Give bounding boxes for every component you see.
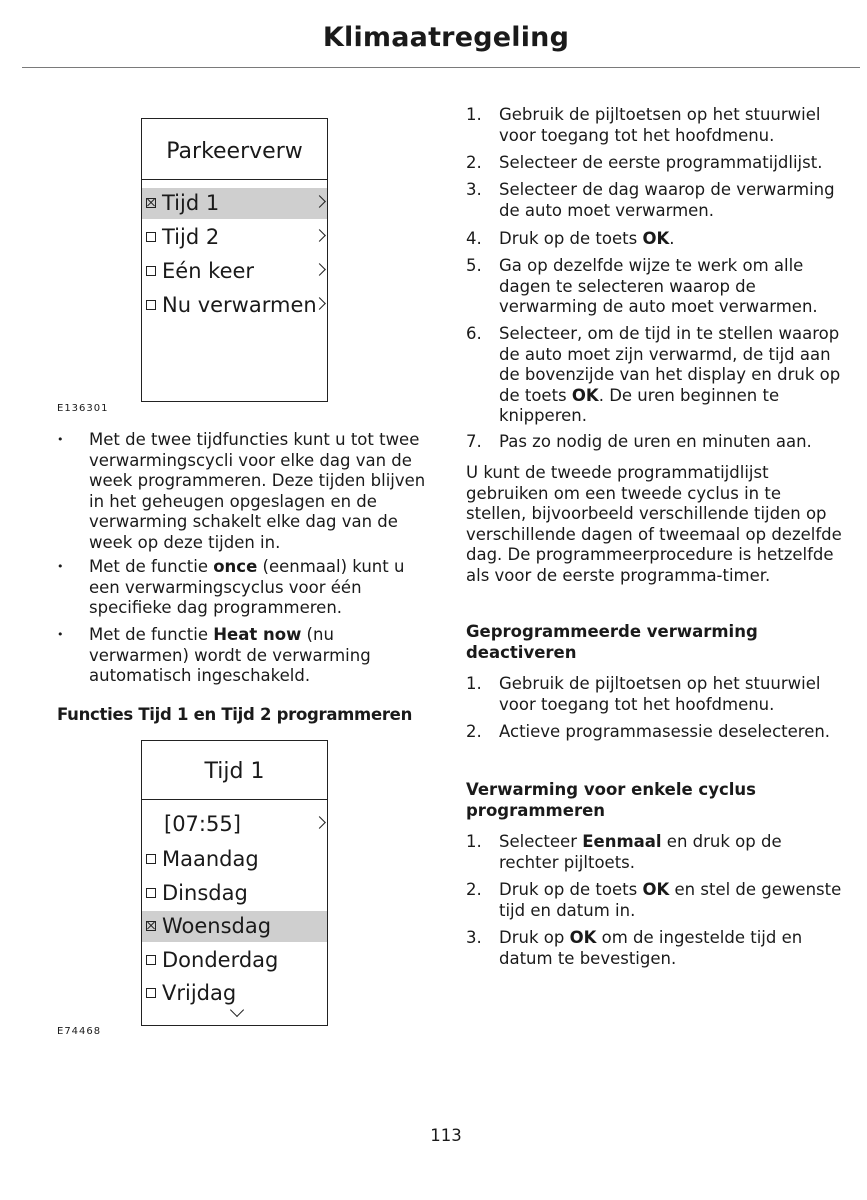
checked-box-icon bbox=[146, 921, 156, 931]
menu-row bbox=[142, 911, 327, 942]
text-segment: Druk op bbox=[499, 928, 570, 947]
checkbox-icon bbox=[146, 266, 156, 276]
step-number: 3. bbox=[466, 928, 482, 947]
time-value: [07:55] bbox=[164, 812, 241, 836]
title-divider bbox=[22, 67, 860, 68]
step-number: 1. bbox=[466, 674, 482, 693]
text-segment: Selecteer de dag waarop de verwarming de auto moet verwarmen. bbox=[499, 180, 835, 220]
text-segment: om de ingestelde tijd en datum te bevestigen. bbox=[499, 928, 803, 968]
text-segment: Gebruik de pijltoetsen op het stuurwiel voor toegang tot het hoofdmenu. bbox=[499, 105, 821, 145]
checked-box-icon bbox=[146, 198, 156, 208]
step-text bbox=[499, 832, 844, 873]
section-heading-single: Verwarming voor enkele cyclus programmeren bbox=[466, 780, 756, 820]
step-text bbox=[499, 880, 844, 921]
paragraph-second-timer: U kunt de tweede programmatijdlijst gebruiken om een tweede cyclus in te stellen, bijvoorbeeld verschillende tijden op verschillende dagen of tweemaal op dezelfde dag. De programmeerprocedure is hetzelfde als voor de eerste programma-timer. bbox=[466, 463, 842, 585]
step-number: 2. bbox=[466, 153, 482, 172]
checkbox-icon bbox=[146, 955, 156, 965]
step-text bbox=[499, 722, 844, 743]
checkbox-icon bbox=[146, 232, 156, 242]
menu-row-label: Tijd 2 bbox=[162, 225, 220, 249]
text-segment: Druk op de toets bbox=[499, 229, 643, 248]
menu-row bbox=[142, 878, 327, 909]
chevron-right-icon bbox=[313, 229, 326, 242]
menu-row bbox=[142, 945, 327, 976]
text-segment: Ga op dezelfde wijze te werk om alle dagen te selecteren waarop de verwarming de auto moet verwarmen. bbox=[499, 256, 818, 316]
text-segment: . bbox=[669, 229, 675, 248]
step-number: 5. bbox=[466, 256, 482, 275]
menu-row bbox=[142, 290, 327, 321]
screen-divider bbox=[142, 799, 327, 800]
screen-title: Parkeerverw bbox=[166, 139, 303, 164]
step-number: 2. bbox=[466, 880, 482, 899]
text-segment: (nu verwarmen) wordt de verwarming automatisch ingeschakeld. bbox=[89, 625, 371, 685]
menu-row bbox=[142, 188, 327, 219]
checkbox-icon bbox=[146, 854, 156, 864]
bold-term: Heat now bbox=[213, 625, 302, 644]
step-number: 7. bbox=[466, 432, 482, 451]
bold-term: Eenmaal bbox=[582, 832, 662, 851]
screen-title: Tijd 1 bbox=[204, 759, 265, 784]
text-segment: Gebruik de pijltoetsen op het stuurwiel voor toegang tot het hoofdmenu. bbox=[499, 674, 821, 714]
checkbox-icon bbox=[146, 888, 156, 898]
text-segment: (eenmaal) kunt u een verwarmingscyclus voor één specifieke dag programmeren. bbox=[89, 557, 405, 617]
menu-row-label: Eén keer bbox=[162, 259, 255, 283]
bold-term: OK bbox=[642, 880, 670, 899]
menu-row bbox=[142, 256, 327, 287]
text-segment: en stel de gewenste tijd en datum in. bbox=[499, 880, 842, 920]
bullet-text bbox=[89, 625, 439, 687]
step-text bbox=[499, 256, 844, 318]
text-segment: Pas zo nodig de uren en minuten aan. bbox=[499, 432, 812, 451]
parking-heater-screen bbox=[141, 118, 328, 402]
text-segment: Met de functie bbox=[89, 557, 214, 576]
menu-row-label: Tijd 1 bbox=[162, 191, 220, 215]
step-number: 2. bbox=[466, 722, 482, 741]
text-segment: . De uren beginnen te knipperen. bbox=[499, 385, 780, 425]
bullet-dot-icon: • bbox=[57, 628, 64, 641]
text-segment: Met de twee tijdfuncties kunt u tot twee verwarmingscycli voor elke dag van de week programmeren. Deze tijden blijven in het geheugen opgeslagen en de verwarming schakelt elke dag van de week op deze tijden in. bbox=[89, 430, 426, 552]
bold-term: OK bbox=[569, 928, 597, 947]
text-segment: Selecteer, om de tijd in te stellen waarop de auto moet zijn verwarmd, de tijd aan de bovenzijde van het display en druk op de toets bbox=[499, 324, 841, 405]
page-title: Klimaatregeling bbox=[322, 22, 570, 53]
text-segment: Met de functie bbox=[89, 625, 214, 644]
menu-row bbox=[142, 844, 327, 875]
page-number: 113 bbox=[430, 1126, 462, 1145]
bold-term: OK bbox=[571, 385, 599, 405]
timer-screen bbox=[141, 740, 328, 1026]
menu-row bbox=[142, 222, 327, 253]
step-number: 6. bbox=[466, 324, 482, 343]
figure-code: E136301 bbox=[57, 403, 109, 414]
step-text bbox=[499, 674, 844, 715]
section-heading-functions: Functies Tijd 1 en Tijd 2 programmeren bbox=[57, 705, 413, 724]
time-row bbox=[142, 809, 327, 840]
screen-divider bbox=[142, 179, 327, 180]
text-segment: Selecteer bbox=[499, 832, 583, 851]
step-text bbox=[499, 324, 844, 427]
menu-row-label: Nu verwarmen bbox=[162, 293, 317, 317]
figure-code: E74468 bbox=[57, 1026, 102, 1037]
bold-term: OK bbox=[642, 229, 670, 248]
step-text bbox=[499, 105, 844, 146]
menu-row-label: Dinsdag bbox=[162, 880, 248, 905]
chevron-right-icon bbox=[313, 263, 326, 276]
step-text bbox=[499, 180, 844, 221]
step-text bbox=[499, 432, 844, 453]
step-text bbox=[499, 928, 844, 969]
menu-row-label: Woensdag bbox=[162, 914, 272, 938]
step-number: 3. bbox=[466, 180, 482, 199]
text-segment: en druk op de rechter pijltoets. bbox=[499, 832, 782, 872]
bullet-dot-icon: • bbox=[57, 560, 64, 573]
step-text bbox=[499, 153, 844, 174]
bullet-text bbox=[89, 557, 439, 619]
chevron-right-icon bbox=[313, 816, 326, 829]
menu-row-label: Donderdag bbox=[162, 947, 279, 972]
text-segment: Actieve programmasessie deselecteren. bbox=[499, 722, 831, 741]
step-number: 1. bbox=[466, 832, 482, 851]
step-number: 4. bbox=[466, 229, 482, 248]
chevron-right-icon bbox=[313, 195, 326, 208]
bold-term: once bbox=[213, 557, 258, 576]
text-segment: Druk op de toets bbox=[499, 880, 643, 899]
menu-row-label: Maandag bbox=[162, 847, 259, 871]
bullet-text bbox=[89, 430, 439, 553]
checkbox-icon bbox=[146, 988, 156, 998]
step-number: 1. bbox=[466, 105, 482, 124]
section-heading-deactivate: Geprogrammeerde verwarming deactiveren bbox=[466, 622, 758, 662]
checkbox-icon bbox=[146, 300, 156, 310]
text-segment: Selecteer de eerste programmatijdlijst. bbox=[499, 153, 823, 172]
menu-row-label: Vrijdag bbox=[162, 981, 237, 1005]
bullet-dot-icon: • bbox=[57, 433, 64, 446]
step-text bbox=[499, 229, 844, 250]
